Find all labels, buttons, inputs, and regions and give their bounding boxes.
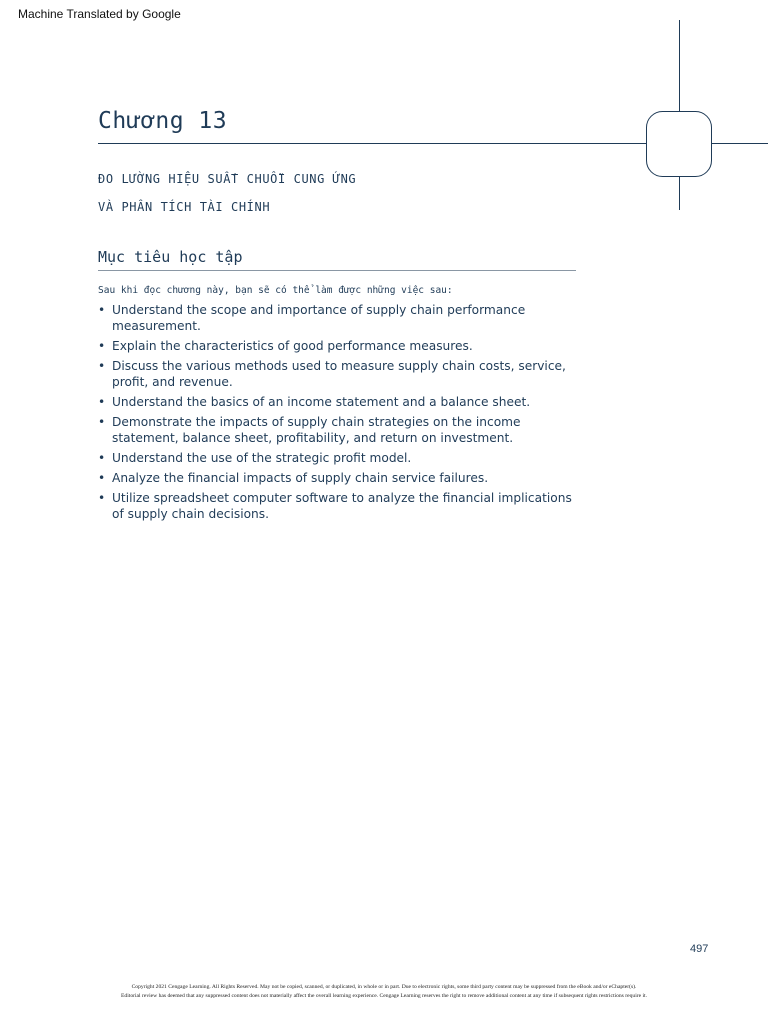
objective-item (98, 338, 578, 354)
objective-item (98, 450, 578, 466)
bullet-icon: • (98, 359, 106, 373)
learning-objectives-heading: Mục tiêu học tập (98, 248, 576, 271)
bullet-icon: • (98, 339, 106, 353)
bullet-icon: • (98, 471, 106, 485)
objective-item (98, 394, 578, 410)
objective-text: Explain the characteristics of good performance measures. (112, 339, 473, 353)
objective-item (98, 302, 578, 334)
copyright-line2: Editorial review has deemed that any suppressed content does not materially affect the overall learning experience. Cengage Learning reserves the right to remove additional content at any time if subsequent rights restrictions require it. (121, 993, 647, 999)
rounded-square-ornament (647, 112, 712, 177)
chapter-subtitle-line1: ĐO LƯỜNG HIỆU SUẤT CHUỖI CUNG ỨNG (98, 172, 357, 186)
objectives-intro: Sau khi đọc chương này, bạn sẽ có thể làm được những việc sau: (98, 285, 453, 296)
bullet-icon: • (98, 395, 106, 409)
objective-text: Analyze the financial impacts of supply chain service failures. (112, 471, 489, 485)
page-number: 497 (690, 943, 709, 955)
objective-item (98, 414, 578, 446)
objective-text: Discuss the various methods used to measure supply chain costs, service, profit, and revenue. (112, 359, 566, 389)
machine-translation-label: Machine Translated by Google (18, 7, 181, 21)
bullet-icon: • (98, 415, 106, 429)
objective-item (98, 470, 578, 486)
objectives-list (98, 302, 578, 526)
objective-text: Understand the scope and importance of supply chain performance measurement. (112, 303, 526, 333)
objective-item (98, 358, 578, 390)
objective-item (98, 490, 578, 522)
bullet-icon: • (98, 451, 106, 465)
copyright-line1: Copyright 2021 Cengage Learning. All Rights Reserved. May not be copied, scanned, or duplicated, in whole or in part. Due to electronic rights, some third party content may be suppressed from the eBook and/or eChapter(s). (131, 984, 637, 990)
chapter-subtitle-line2: VÀ PHÂN TÍCH TÀI CHÍNH (98, 200, 271, 214)
objective-text: Understand the use of the strategic profit model. (112, 451, 412, 465)
objective-text: Demonstrate the impacts of supply chain strategies on the income statement, balance sheet, profitability, and return on investment. (112, 415, 521, 445)
chapter-title: Chương 13 (98, 108, 228, 134)
objective-text: Understand the basics of an income statement and a balance sheet. (112, 395, 531, 409)
bullet-icon: • (98, 303, 106, 317)
objective-text: Utilize spreadsheet computer software to analyze the financial implications of supply chain decisions. (112, 491, 572, 521)
bullet-icon: • (98, 491, 106, 505)
